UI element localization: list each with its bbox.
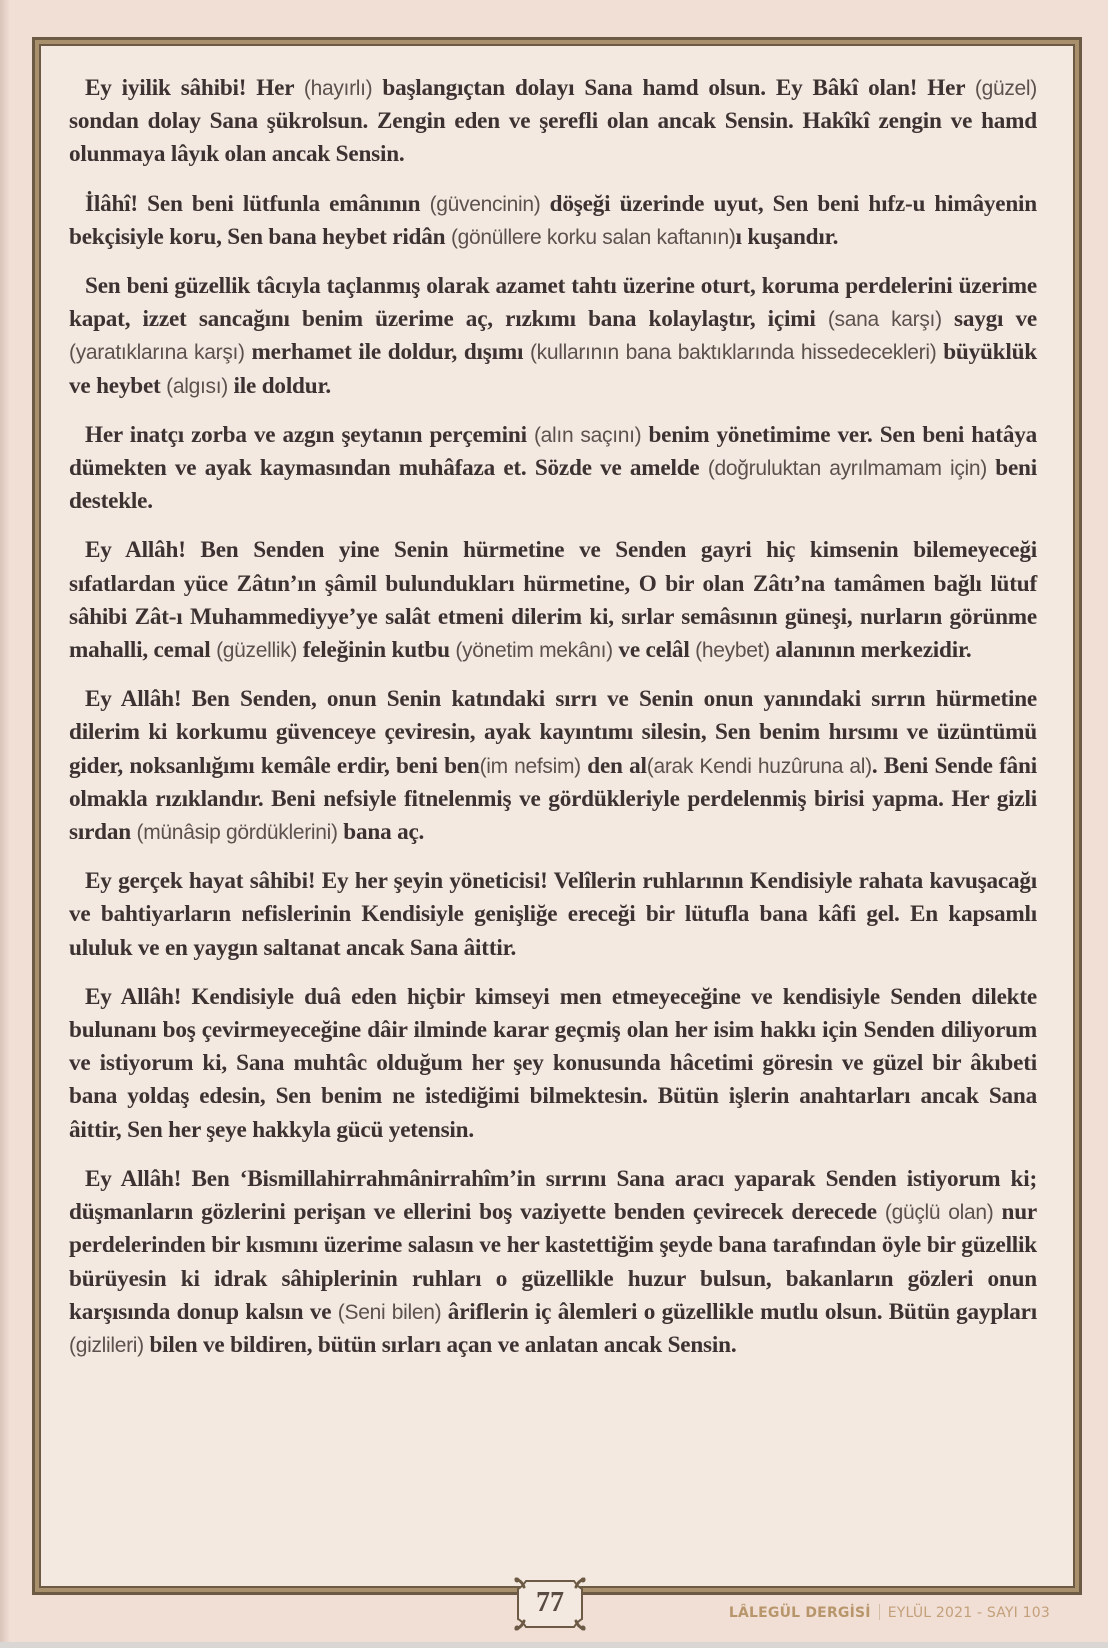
magazine-name: LÂLEGÜL DERGİSİ [728,1605,871,1621]
parenthetical-note: (doğruluktan ayrılmamam için) [707,457,987,481]
paragraph [69,683,1037,849]
footer-separator [879,1604,880,1620]
parenthetical-note: (arak Kendi huzûruna al) [646,754,872,778]
prayer-text: Ey Allâh! Ben Senden yine Senin hürmetine ve Senden gayri hiç kimsenin bilemeyeceği sıfatlardan yüce Zâtın’ın şâmil bulundukları hürmetine, O bir olan Zâtı’na tamâmen bağlı lütuf sâhibi Zât-ı Muhammediyye’ye salât etmeni dilerim ki, sırlar semâsının güneşi, nurların görünme mahalli, cemal [69,537,1037,664]
page-edge-shadow [0,0,10,1642]
paragraph [69,419,1037,519]
prayer-text: merhamet ile doldur, dışımı [244,339,530,366]
paragraph [69,270,1037,403]
text-frame-inner [39,44,1075,1588]
prayer-text: başlangıçtan dolayı Sana hamd olsun. Ey Bâkî olan! Her [372,75,975,101]
prayer-text: ile doldur. [227,372,332,399]
prayer-text: İlâhî! Sen beni lütfunla emânının [85,190,430,217]
prayer-text: âriflerin iç âlemleri o güzellikle mutlu olsun. Bütün gaypları [441,1298,1037,1325]
prayer-text: den al [580,752,647,779]
parenthetical-note: (güzellik) [216,639,298,663]
prayer-text: Ey iyilik sâhibi! Her [85,75,304,101]
scan-bottom-edge [0,1642,1108,1648]
parenthetical-note: (gizlileri) [69,1333,144,1357]
parenthetical-note: (im nefsim) [479,754,581,778]
paragraph [69,534,1037,667]
prayer-text: bilen ve bildiren, bütün sırları açan ve anlatan ancak Sensin. [143,1331,737,1358]
parenthetical-note: (güçlü olan) [884,1201,994,1225]
parenthetical-note: (alın saçını) [533,423,642,447]
prayer-text: büyüklük ve heybet [69,339,1038,399]
text-frame [32,37,1082,1595]
parenthetical-note: (heybet) [695,639,770,663]
prayer-text: Ey Allâh! Kendisiyle duâ eden hiçbir kimseyi men etmeyeceğine ve kendisiyle Senden dilekte bulunanı boş çevirmeyeceğine dâir ilminde karar geçmiş olan her isim hakkı için Senden diliyorum ve istiyorum ki, Sana muhtâc olduğum her şey konusunda hâcetimi göresin ve güzel bir âkıbeti bana yoldaş edesin, Sen benim ne istediğimi bilmektesin. Bütün işlerin anahtarları ancak Sana âittir, Sen her şeye hakkyla gücü yetensin. [69,983,1037,1143]
prayer-text: beni destekle. [69,455,1037,515]
prayer-text: . Beni Sende fâni olmakla rızıklandır. Beni nefsiyle fitnelenmiş ve gördükleriyle perdelenmiş birisi yapma. Her gizli sırdan [69,752,1038,846]
prayer-text: nur perdelerinden bir kısmını üzerime salasın ve her kastettiğim şeyde bana tarafından öyle bir güzellik bürüyesin ki idrak sâhiplerinin ruhları o güzellikle huzur bulsun, bakanların gözleri onun karşısında donup kalsın ve [69,1199,1037,1325]
page-number-badge [512,1575,588,1633]
prayer-text: feleğinin kutbu [297,637,456,664]
parenthetical-note: (hayırlı) [303,77,373,100]
paragraph [69,981,1037,1147]
prayer-text: sondan dolay Sana şükrolsun. Zengin eden ve şerefli olan ancak Sensin. Hakîkî zengin ve hamd olunmaya lâyık olan ancak Sensin. [69,108,1037,168]
prayer-text: Ey Allâh! Ben Senden, onun Senin katındaki sırrı ve Senin onun yanındaki sırrın hürmetine dilerim ki korkumu güvenceye çeviresin, ayak kayıntımı silesin, Sen benim hırsımı ve üzüntümü gider, noksanlığımı kemâle erdir, beni ben [69,686,1037,779]
paragraph [69,72,1037,172]
parenthetical-note: (güvencinin) [429,192,541,216]
prayer-text: Ey gerçek hayat sâhibi! Ey her şeyin yöneticisi! Velîlerin ruhlarının Kendisiyle rahata kavuşacağı ve bahtiyarların nefislerinin Kendisiyle genişliğe ereceği bir lütufla bana kâfi gel. En kapsamlı ululuk ve en yaygın saltanat ancak Sana âittir. [69,868,1037,961]
page-number: 77 [536,1587,564,1618]
parenthetical-note: (güzel) [974,77,1037,100]
parenthetical-note: (sana karşı) [827,308,942,332]
parenthetical-note: (yaratıklarına karşı) [69,341,245,365]
prayer-text: ve celâl [612,637,696,664]
prayer-text: Her inatçı zorba ve azgın şeytanın perçemini [85,421,534,448]
paragraph [69,1163,1037,1362]
prayer-text: benim yönetimime ver. Sen beni hatâya dümekten ve ayak kaymasından muhâfaza et. Sözde ve amelde [69,421,1037,482]
parenthetical-note: (Seni bilen) [337,1300,442,1324]
parenthetical-note: (kullarının bana baktıklarında hissedecekleri) [529,341,937,365]
prayer-text: Sen beni güzellik tâcıyla taçlanmış olarak azamet tahtı üzerine oturt, koruma perdelerini üzerime kapat, izzet sancağını benim üzerime aç, rızkımı bana kolaylaştır, içimi [69,273,1037,333]
issue-info: EYLÜL 2021 - SAYI 103 [887,1605,1050,1621]
parenthetical-note: (münâsip gördüklerini) [136,821,338,845]
prayer-text: döşeği üzerinde uyut, Sen beni hıfz-u himâyenin bekçisiyle koru, Sen bana heybet ridân [69,190,1037,250]
footer-credit [729,1604,1050,1621]
paragraph [69,865,1037,965]
paragraph [69,188,1037,254]
parenthetical-note: (yönetim mekânı) [455,639,613,663]
parenthetical-note: (gönüllere korku salan kaftanın) [450,225,736,249]
prayer-text: saygı ve [941,306,1038,333]
prayer-text: Ey Allâh! Ben ‘Bismillahirrahmânirrahîm’in sırrını Sana aracı yaparak Senden istiyorum ki; düşmanların gözlerini perişan ve ellerini boş vaziyette benden çevirecek derecede [69,1165,1037,1226]
parenthetical-note: (algısı) [166,374,228,398]
prayer-text: ı kuşandır. [735,223,839,250]
prayer-text: alanının merkezidir. [769,637,972,664]
prayer-text: bana aç. [337,819,425,846]
prayer-text-body [69,72,1037,1378]
